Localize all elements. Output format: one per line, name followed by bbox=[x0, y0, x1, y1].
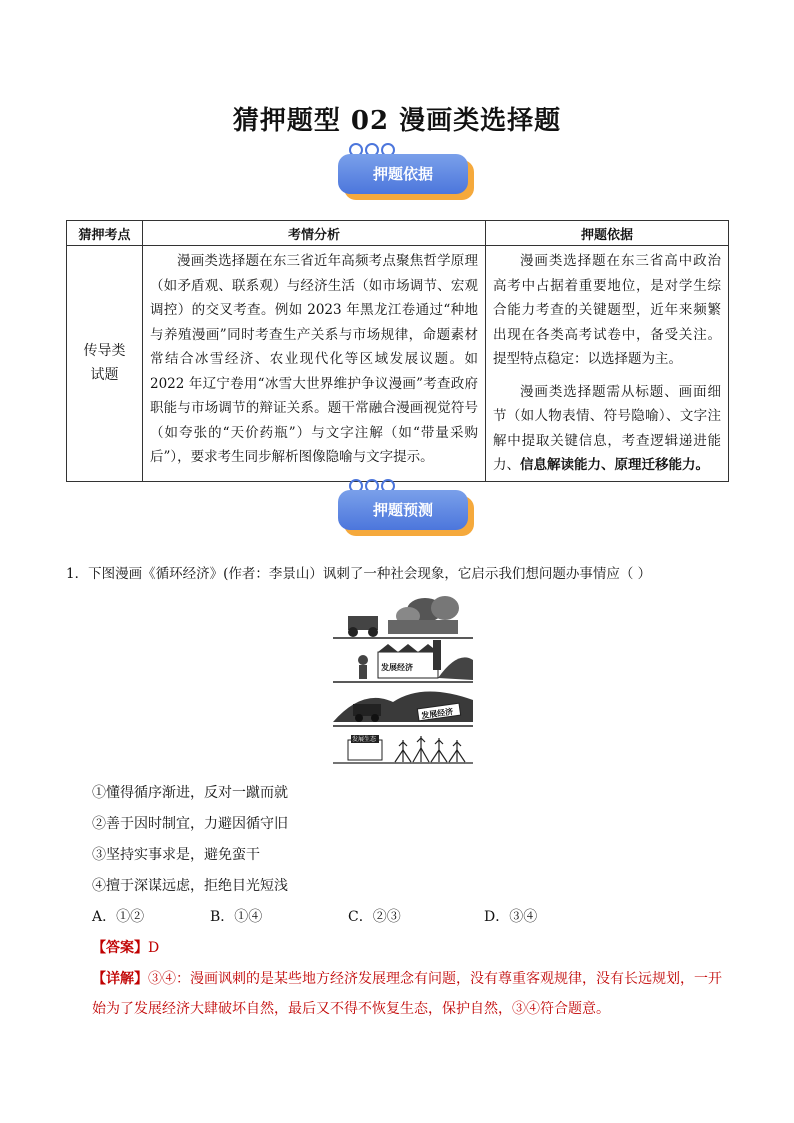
table-cell-analysis bbox=[143, 246, 486, 482]
topic-label: 传导类 试题 bbox=[83, 343, 126, 384]
choice-d: D．③④ bbox=[484, 909, 538, 925]
analysis-table bbox=[66, 220, 729, 482]
basis-bold-text: 信息解读能力、原理迁移能力。 bbox=[520, 457, 709, 473]
cartoon-circular-economy bbox=[333, 590, 473, 770]
choice-b: B．①④ bbox=[210, 909, 263, 925]
answer-value: D bbox=[148, 940, 160, 956]
basis-text: 漫画类选择题需从标题、画面细节（如人物表情、符号隐喻）、文字注解中提取关键信息，考查逻辑递进能力、 bbox=[493, 383, 721, 473]
cartoon-sign-2: 发展经济 bbox=[420, 706, 454, 721]
table-cell-basis bbox=[486, 246, 729, 482]
answer-label: 【答案】 bbox=[92, 940, 148, 956]
option-1: ①懂得循序渐进，反对一蹴而就 bbox=[92, 785, 288, 801]
basis-paragraph-1: 漫画类选择题在东三省高中政治高考中占据着重要地位，是对学生综合能力考查的关键题型，近年来频繁出现在各类高考试卷中，备受关注。提型特点稳定：以选择题为主。 bbox=[493, 253, 721, 367]
question-stem: 1．下图漫画《循环经济》(作者：李景山）讽刺了一种社会现象，它启示我们想问题办事情应（ ） bbox=[66, 566, 652, 582]
option-2: ②善于因时制宜，力避因循守旧 bbox=[92, 816, 288, 832]
table-header-topic: 猜押考点 bbox=[67, 221, 143, 246]
basis-paragraph-2 bbox=[487, 380, 727, 480]
table-header-analysis: 考情分析 bbox=[143, 221, 486, 246]
cartoon-sign-3: 发展生态 bbox=[352, 736, 377, 743]
choice-c: C．②③ bbox=[348, 909, 401, 925]
cartoon-sign-1: 发展经济 bbox=[381, 662, 413, 672]
section-banner-prediction bbox=[338, 484, 478, 544]
explanation-label: 【详解】 bbox=[92, 971, 148, 987]
option-4: ④擅于深谋远虑，拒绝目光短浅 bbox=[92, 878, 288, 894]
table-cell-topic bbox=[67, 246, 143, 482]
explanation-text: ③④：漫画讽刺的是某些地方经济发展理念有问题，没有尊重客观规律，没有长远规划，一开始为了发展经济大肆破坏自然，最后又不得不恢复生态，保护自然，③④符合题意。 bbox=[92, 971, 722, 1017]
answer-choices bbox=[92, 906, 612, 926]
option-3: ③坚持实事求是，避免蛮干 bbox=[92, 847, 260, 863]
banner-label: 押题依据 bbox=[338, 154, 468, 194]
choice-a: A．①② bbox=[92, 909, 145, 925]
explanation bbox=[92, 964, 726, 1024]
analysis-text: 漫画类选择题在东三省近年高频考点聚焦哲学原理（如矛盾观、联系观）与经济生活（如市场调节、宏观调控）的交叉考查。例如 2023 年黑龙江卷通过“种地与养殖漫画”同时考查生产关系与市场规律，命题素材常结合冰雪经济、农业现代化等区域发展议题。如 2022 年辽宁卷用“冰雪大世界维护争议漫画”考查政府职能与市场调节的辩证关系。题干常融合漫画视觉符号（如夸张的“天价药瓶”）与文字注解（如“带量采购后”），要求考生同步解析图像隐喻与文字提示。 bbox=[150, 253, 478, 465]
table-header-basis: 押题依据 bbox=[486, 221, 729, 246]
section-banner-basis bbox=[338, 148, 478, 208]
banner-label: 押题预测 bbox=[338, 490, 468, 530]
answer-line bbox=[92, 937, 159, 957]
page-title: 猜押题型 02 漫画类选择题 bbox=[232, 106, 562, 136]
